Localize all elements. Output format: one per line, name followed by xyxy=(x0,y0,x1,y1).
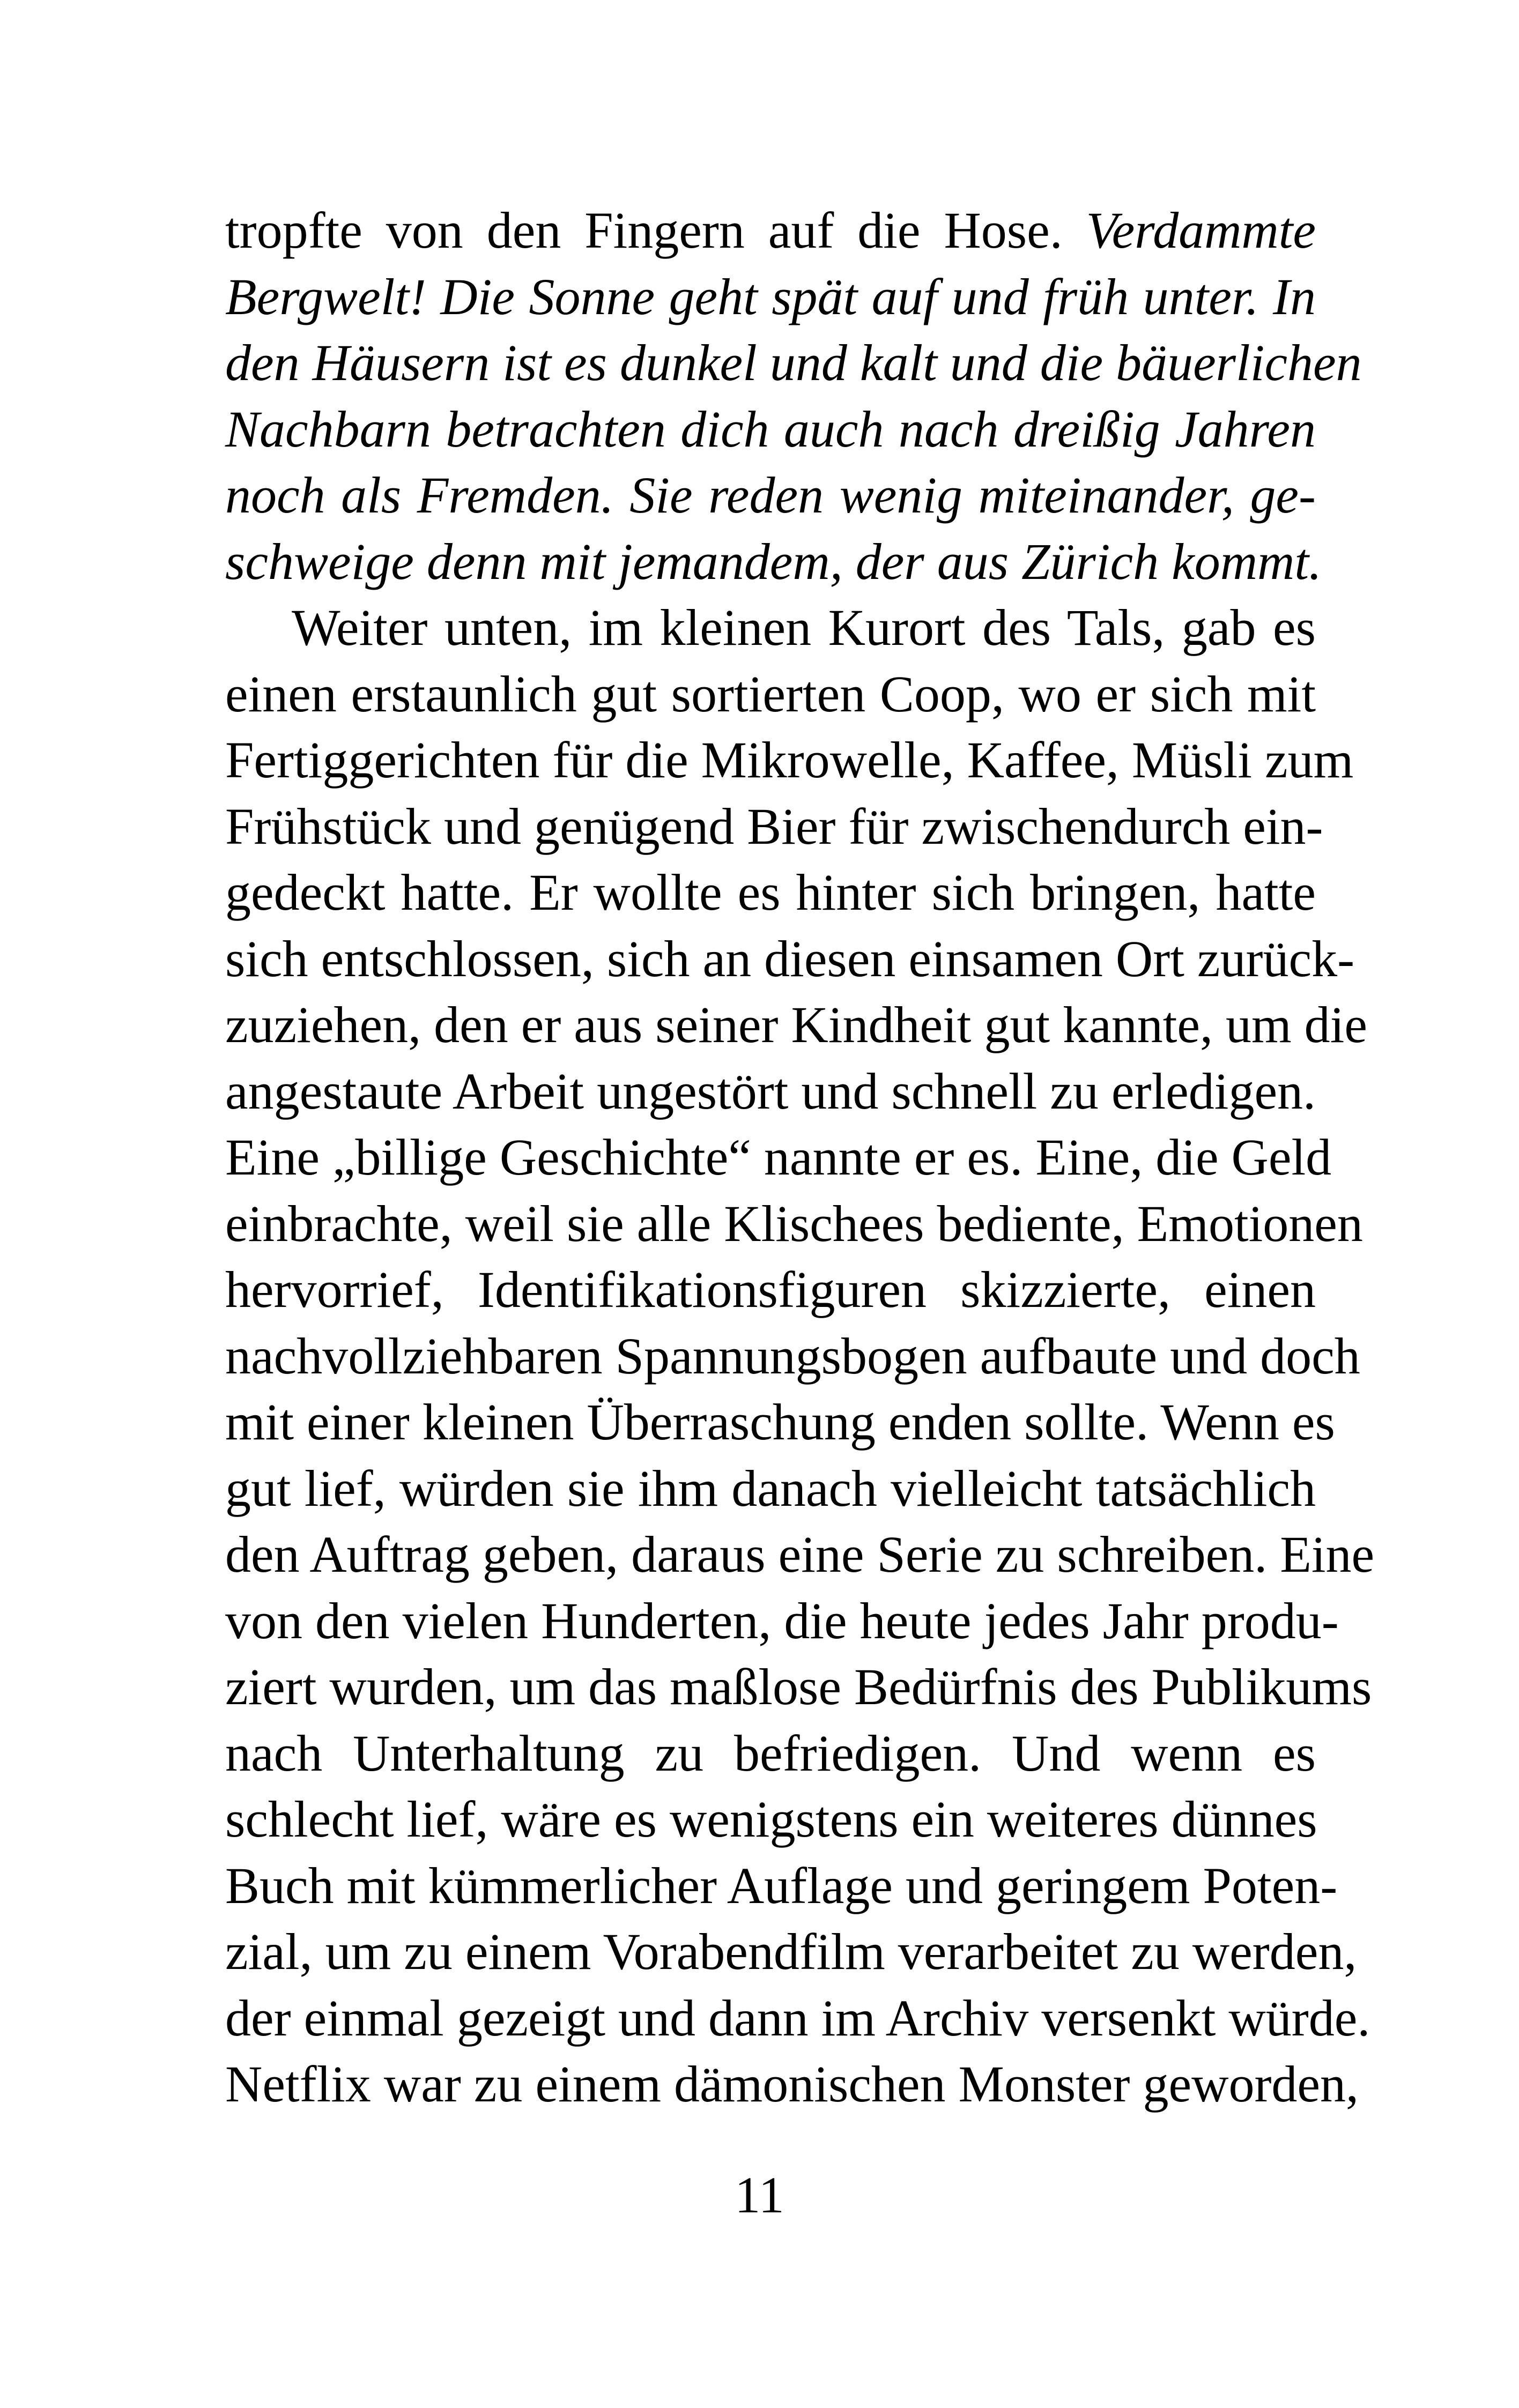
text-line xyxy=(225,264,1316,330)
text-line xyxy=(225,1588,1339,1654)
text-line xyxy=(225,727,1354,793)
text-line xyxy=(225,1124,1332,1191)
text-line xyxy=(225,1323,1360,1389)
text-line xyxy=(225,661,1316,727)
text-line xyxy=(225,1853,1338,1919)
text-line xyxy=(225,1720,1316,1787)
text-line xyxy=(225,529,1322,595)
text-run: den Auftrag geben, daraus eine Serie zu schreiben. Eine xyxy=(225,1526,1375,1583)
text-run: Netflix war zu einem dämonischen Monster geworden, xyxy=(225,2055,1359,2113)
text-run: Frühstück und genügend Bier für zwischendurch ein- xyxy=(225,797,1323,855)
text-line xyxy=(225,926,1355,992)
text-line xyxy=(225,1191,1363,1257)
text-run: noch als Fremden. Sie reden wenig miteinander, ge- xyxy=(225,466,1316,524)
text-run: sich entschlossen, sich an diesen einsamen Ort zurück- xyxy=(225,930,1355,987)
text-run: zial, um zu einem Vorabendfilm verarbeitet zu werden, xyxy=(225,1923,1357,1980)
text-run: von den vielen Hunderten, die heute jedes Jahr produ- xyxy=(225,1592,1339,1649)
text-line xyxy=(225,2051,1359,2117)
text-line xyxy=(225,1919,1357,1985)
text-line xyxy=(225,330,1362,396)
body-text xyxy=(225,197,1375,2117)
text-line xyxy=(225,197,1316,264)
text-run: einbrachte, weil sie alle Klischees bediente, Emotionen xyxy=(225,1194,1363,1252)
text-line xyxy=(225,859,1316,926)
text-run: hervorrief, Identifikationsfiguren skizzierte, einen xyxy=(225,1261,1316,1318)
text-run: angestaute Arbeit ungestört und schnell zu erledigen. xyxy=(225,1062,1316,1120)
text-run: gut lief, würden sie ihm danach vielleicht tatsächlich xyxy=(225,1459,1316,1517)
text-line xyxy=(225,1985,1370,2052)
text-line xyxy=(225,1654,1372,1720)
text-run: tropfte von den Fingern auf die Hose. xyxy=(225,202,1086,259)
text-run: ziert wurden, um das maßlose Bedürfnis des Publikums xyxy=(225,1658,1372,1715)
text-line xyxy=(225,1521,1375,1588)
text-line xyxy=(225,1257,1316,1323)
text-run: Nachbarn betrachten dich auch nach dreißig Jahren xyxy=(225,400,1316,458)
text-run: schlecht lief, wäre es wenigstens ein weiteres dünnes xyxy=(225,1790,1317,1848)
text-line xyxy=(225,594,1316,661)
text-run: Fertiggerichten für die Mikrowelle, Kaffee, Müsli zum xyxy=(225,731,1354,789)
text-run: Buch mit kümmerlicher Auflage und geringem Poten- xyxy=(225,1856,1338,1914)
text-line xyxy=(225,1455,1316,1522)
text-run: einen erstaunlich gut sortierten Coop, wo er sich mit xyxy=(225,665,1316,723)
text-line xyxy=(225,1058,1316,1125)
page-number: 11 xyxy=(735,2166,784,2224)
text-run: nach Unterhaltung zu befriedigen. Und wenn es xyxy=(225,1724,1316,1782)
text-line xyxy=(225,462,1316,529)
text-run: mit einer kleinen Überraschung enden sollte. Wenn es xyxy=(225,1393,1335,1451)
text-line xyxy=(225,992,1367,1058)
text-line xyxy=(225,396,1316,463)
text-run: Eine „billige Geschichte“ nannte er es. Eine, die Geld xyxy=(225,1128,1332,1186)
text-run: gedeckt hatte. Er wollte es hinter sich bringen, hatte xyxy=(225,864,1316,921)
text-run: Verdammte xyxy=(1086,202,1316,259)
text-run: der einmal gezeigt und dann im Archiv versenkt würde. xyxy=(225,1989,1370,2047)
text-run: nachvollziehbaren Spannungsbogen aufbaute und doch xyxy=(225,1327,1360,1385)
text-run: Bergwelt! Die Sonne geht spät auf und früh unter. In xyxy=(225,267,1316,325)
text-line xyxy=(225,1389,1335,1455)
text-line xyxy=(225,1786,1316,1853)
text-run: zuziehen, den er aus seiner Kindheit gut kannte, um die xyxy=(225,996,1367,1053)
text-line xyxy=(225,793,1323,860)
text-run: den Häusern ist es dunkel und kalt und die bäuerlichen xyxy=(225,334,1362,391)
text-run: Weiter unten, im kleinen Kurort des Tals, gab es xyxy=(292,599,1316,656)
text-run: schweige denn mit jemandem, der aus Zürich kommt. xyxy=(225,532,1322,590)
